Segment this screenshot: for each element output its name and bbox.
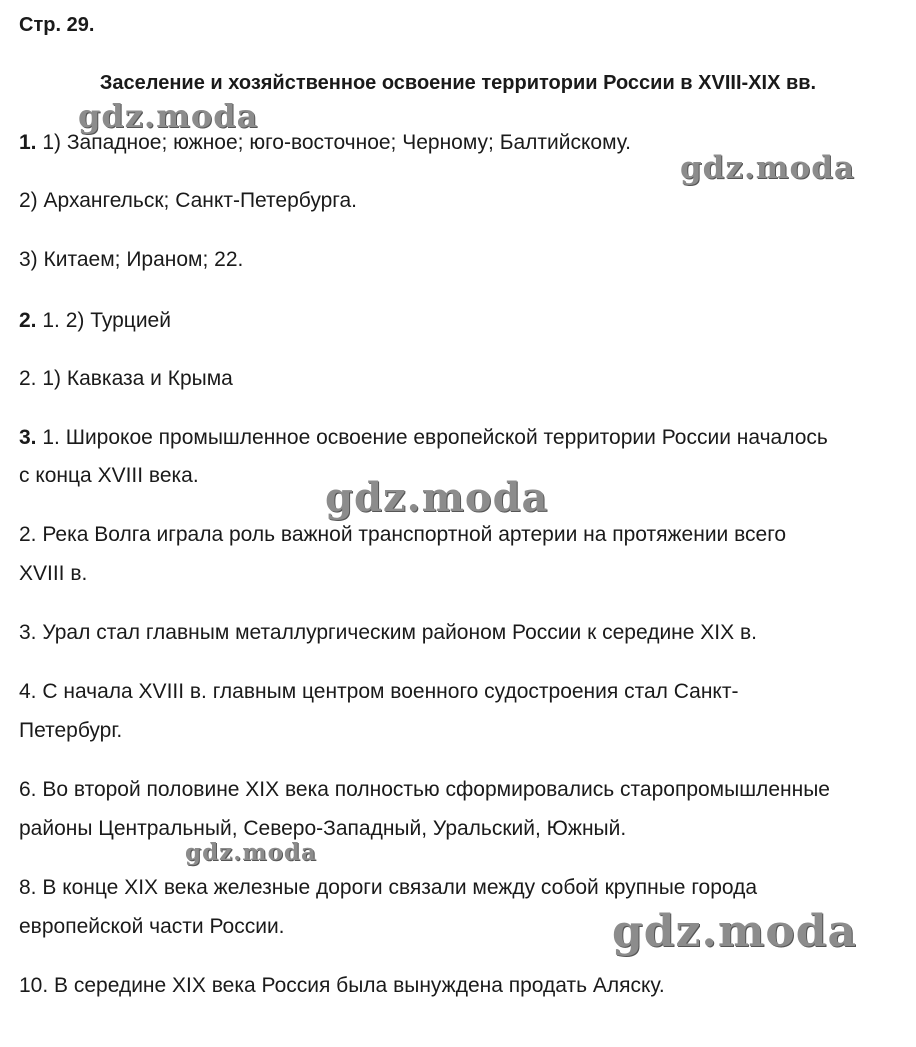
answer-line bbox=[19, 240, 243, 280]
answer-text: 6. Во второй половине XIX века полностью сформировались старопромышленные bbox=[19, 778, 830, 801]
answer-text: 3) Китаем; Ираном; 22. bbox=[19, 248, 244, 271]
answer-text: 4. С начала XVIII в. главным центром военного судостроения стал Санкт- bbox=[19, 680, 739, 703]
answer-text: 1. 2) Турцией bbox=[36, 309, 171, 332]
question-number: 2. bbox=[19, 309, 37, 332]
answer-text: 1) Западное; южное; юго-восточное; Черному; Балтийскому. bbox=[36, 131, 631, 154]
answer-text: 2. Река Волга играла роль важной транспортной артерии на протяжении всего bbox=[19, 523, 787, 546]
answer-line bbox=[19, 868, 757, 908]
answer-line bbox=[19, 672, 738, 712]
watermark-logo: gdz.moda bbox=[612, 906, 858, 957]
watermark-logo: gdz.moda bbox=[185, 839, 317, 866]
answer-line bbox=[19, 123, 631, 163]
watermark-logo: gdz.moda bbox=[325, 474, 549, 521]
watermark-logo: gdz.moda bbox=[78, 97, 259, 135]
answer-text: 8. В конце XIX века железные дороги связали между собой крупные города bbox=[19, 876, 758, 899]
question-number: 1. bbox=[19, 131, 37, 154]
answer-line bbox=[19, 809, 626, 849]
answer-line bbox=[19, 456, 199, 496]
answer-line bbox=[19, 770, 830, 810]
answer-text: с конца XVIII века. bbox=[19, 464, 199, 487]
answer-line bbox=[19, 515, 786, 555]
answer-text: 1. Широкое промышленное освоение европейской территории России началось bbox=[36, 426, 828, 449]
watermark-logo: gdz.moda bbox=[680, 150, 855, 186]
answer-text: 3. Урал стал главным металлургическим районом России к середине XIX в. bbox=[19, 621, 757, 644]
answer-text: 10. В середине XIX века Россия была вынуждена продать Аляску. bbox=[19, 974, 665, 997]
page-title: Заселение и хозяйственное освоение территории России в XVIII-XIX вв. bbox=[99, 72, 817, 94]
answer-line bbox=[19, 359, 233, 399]
answer-text: европейской части России. bbox=[19, 915, 285, 938]
answer-text: Петербург. bbox=[19, 719, 123, 742]
answer-text: районы Центральный, Северо-Западный, Уральский, Южный. bbox=[19, 817, 627, 840]
answer-line bbox=[19, 966, 665, 1006]
answer-line bbox=[19, 418, 828, 458]
page-label: Стр. 29. bbox=[19, 14, 95, 36]
answer-line bbox=[19, 613, 757, 653]
answer-line bbox=[19, 181, 357, 221]
answer-line bbox=[19, 301, 171, 341]
answer-line bbox=[19, 907, 285, 947]
answer-line bbox=[19, 711, 122, 751]
answer-text: 2. 1) Кавказа и Крыма bbox=[19, 367, 233, 390]
question-number: 3. bbox=[19, 426, 37, 449]
answer-text: XVIII в. bbox=[19, 562, 88, 585]
answer-text: 2) Архангельск; Санкт-Петербурга. bbox=[19, 189, 357, 212]
answer-line bbox=[19, 554, 87, 594]
